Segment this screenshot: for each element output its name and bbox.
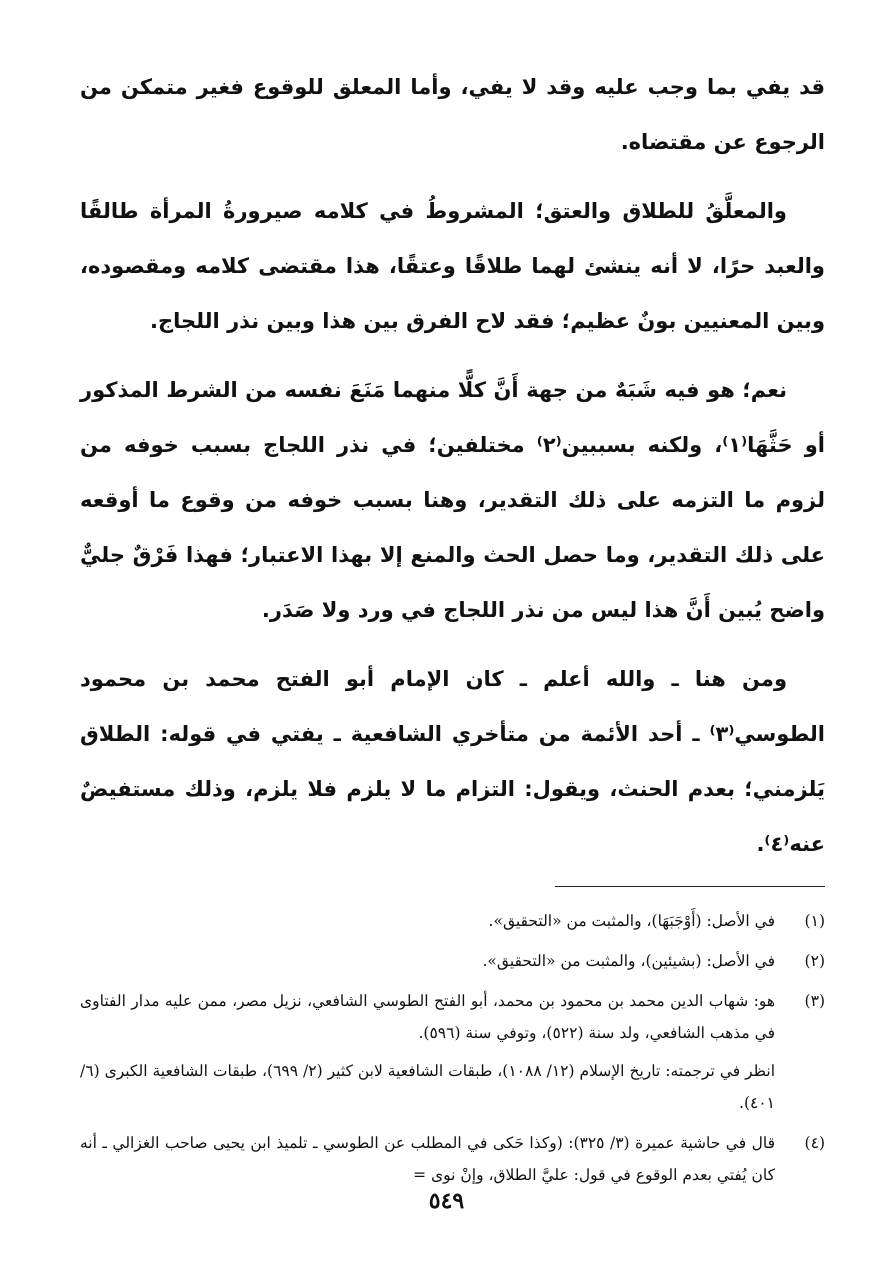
footnote-number: (٤) [804, 1134, 825, 1152]
footnote-3 [80, 985, 825, 1119]
footnote-number: (٣) [804, 992, 825, 1010]
paragraph-4: ومن هنا ـ والله أعلم ـ كان الإمام أبو الفتح محمد بن محمود الطوسي⁽٣⁾ ـ أحد الأئمة من متأخري الشافعية ـ يفتي في قوله: الطلاق يَلزمني؛ بعدم الحنث، ويقول: التزام ما لا يلزم فلا يلزم، وذلك مستفيضٌ عنه⁽٤⁾. [80, 667, 825, 856]
footnote-text: هو: شهاب الدين محمد بن محمود بن محمد، أبو الفتح الطوسي الشافعي، نزيل مصر، ممن عليه مدار الفتاوى في مذهب الشافعي، ولد سنة (٥٢٢)، وتوفي سنة (٥٩٦). [80, 992, 775, 1042]
page-number: ٥٤٩ [428, 1188, 465, 1214]
footnote-text: في الأصل: (أَوْجَبَهَا)، والمثبت من «التحقيق». [488, 912, 775, 930]
footnote-2 [80, 945, 825, 977]
paragraph-1: قد يفي بما وجب عليه وقد لا يفي، وأما المعلق للوقوع فغير متمكن من الرجوع عن مقتضاه. [80, 75, 825, 154]
footnote-number: (٢) [804, 952, 825, 970]
book-page [80, 60, 825, 1199]
footnote-text: قال في حاشية عميرة (٣/ ٣٢٥): (وكذا حَكى في المطلب عن الطوسي ـ تلميذ ابن يحيى صاحب الغزالي ـ أنه كان يُفتي بعدم الوقوع في قول: عليَّ الطلاق، وإنْ نوى = [80, 1134, 775, 1184]
main-text [80, 60, 825, 872]
footnote-4 [80, 1127, 825, 1191]
paragraph-3: نعم؛ هو فيه شَبَهٌ من جهة أَنَّ كلًّا منهما مَنَعَ نفسه من الشرط المذكور أو حَثَّهَا⁽١⁾، ولكنه بسببين⁽٢⁾ مختلفين؛ في نذر اللجاج بسبب خوفه من لزوم ما التزمه على ذلك التقدير، وهنا بسبب خوفه من وقوع ما أوقعه على ذلك التقدير، وما حصل الحث والمنع إلا بهذا الاعتبار؛ فهذا فَرْقٌ جليٌّ واضح يُبين أَنَّ هذا ليس من نذر اللجاج في ورد ولا صَدَر. [80, 378, 826, 622]
footnote-text: انظر في ترجمته: تاريخ الإسلام (١٢/ ١٠٨٨)، طبقات الشافعية لابن كثير (٢/ ٦٩٩)، طبقات الشافعية الكبرى (٦/ ٤٠١). [80, 1062, 775, 1112]
footnote-1 [80, 905, 825, 937]
footnote-text: في الأصل: (بشيئين)، والمثبت من «التحقيق». [482, 952, 775, 970]
footnote-number: (١) [804, 912, 825, 930]
footnote-separator [555, 886, 825, 887]
footnotes [80, 905, 825, 1191]
paragraph-2: والمعلَّقُ للطلاق والعتق؛ المشروطُ في كلامه صيرورةُ المرأة طالقًا والعبد حرًا، لا أنه ينشئ لهما طلاقًا وعتقًا، هذا مقتضى كلامه ومقصوده، وبين المعنيين بونٌ عظيم؛ فقد لاح الفرق بين هذا وبين نذر اللجاج. [80, 199, 825, 333]
